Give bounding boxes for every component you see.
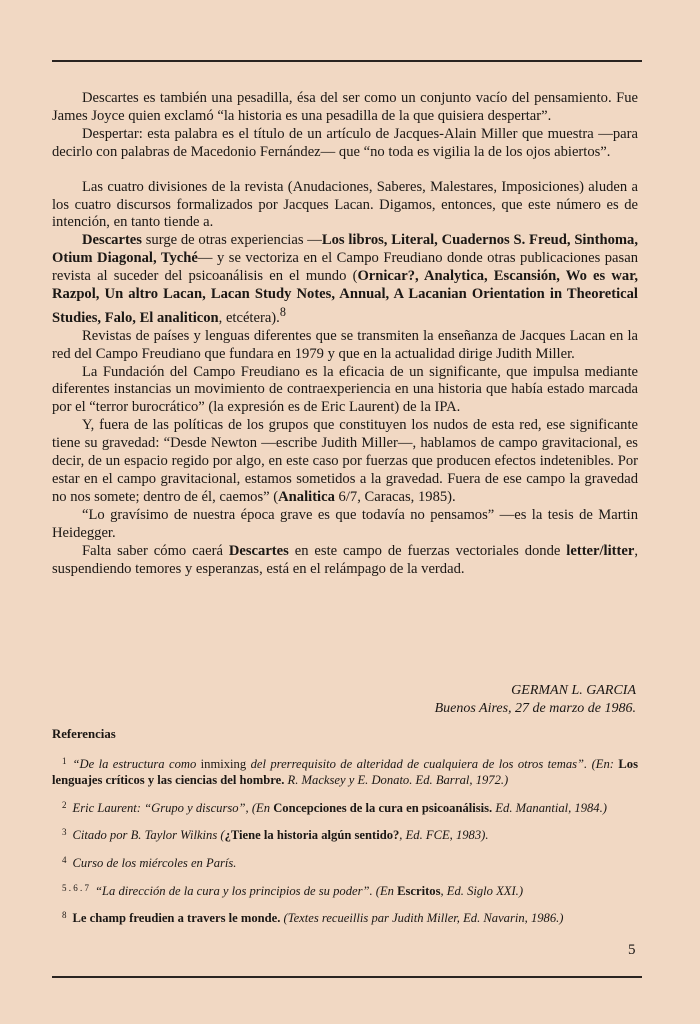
text-segment: La Fundación del Campo Freudiano es la eficacia de un significante, que impulsa mediante diferentes instancias un movimiento de contraexperiencia en una historia que había estado marcada por el “terror burocrático” (la expresión es de Eric Laurent) de la IPA. bbox=[52, 363, 638, 416]
text-segment: Falta saber cómo caerá bbox=[82, 542, 229, 559]
bottom-rule bbox=[52, 976, 642, 978]
reference-item bbox=[52, 907, 638, 927]
text-segment: Descartes bbox=[228, 542, 289, 559]
text-segment: Concepciones de la cura en psicoanálisis. bbox=[273, 800, 493, 815]
text-segment: , suspendiendo temores y esperanzas, está en el relámpago de la verdad. bbox=[52, 542, 638, 577]
paragraph bbox=[52, 507, 638, 543]
reference-number: 3 bbox=[62, 827, 67, 838]
text-segment: en este campo de fuerzas vectoriales donde bbox=[288, 542, 567, 559]
text-segment: “La dirección de la cura y los principios de su poder”. (En bbox=[95, 883, 398, 898]
text-segment: R. Macksey y E. Donato. Ed. Barral, 1972.) bbox=[284, 773, 509, 788]
text-segment: , Ed. Siglo XXI.) bbox=[440, 883, 524, 898]
footnote-marker: 8 bbox=[279, 304, 286, 319]
reference-number: 1 bbox=[62, 755, 67, 766]
author-name: GERMAN L. GARCIA bbox=[511, 683, 636, 698]
text-segment: Curso de los miércoles en París. bbox=[72, 855, 237, 870]
signature-block bbox=[336, 682, 636, 718]
paragraph bbox=[52, 364, 638, 418]
paragraph bbox=[52, 232, 638, 327]
reference-item bbox=[52, 852, 638, 872]
text-segment: Eric Laurent: “Grupo y discurso”, (En bbox=[72, 800, 274, 815]
reference-item bbox=[52, 880, 638, 900]
text-segment: del prerrequisito de alteridad de cualquiera de los otros temas”. (En: bbox=[246, 756, 619, 771]
text-segment: (Textes recueillis par Judith Miller, Ed. Navarin, 1986.) bbox=[280, 911, 564, 926]
text-segment: “Lo gravísimo de nuestra época grave es que todavía no pensamos” —es la tesis de Martin Heidegger. bbox=[52, 506, 638, 541]
text-segment: Escritos bbox=[397, 883, 441, 898]
text-segment: , Ed. FCE, 1983). bbox=[399, 828, 489, 843]
top-rule bbox=[52, 60, 642, 62]
reference-number: 5 . 6 . 7 bbox=[62, 882, 89, 893]
text-segment: Las cuatro divisiones de la revista (Anudaciones, Saberes, Malestares, Imposiciones) aluden a los cuatro discursos formalizados por Jacques Lacan. Digamos, entonces, que este número es de intención, en tanto tiende a. bbox=[52, 178, 638, 231]
paragraph bbox=[52, 543, 638, 579]
paragraph bbox=[52, 90, 638, 126]
text-segment: Descartes es también una pesadilla, ésa del ser como un conjunto vacío del pensamiento. Fue James Joyce quien exclamó “la historia es una pesadilla de la que quisiera despertar”. bbox=[52, 90, 638, 124]
reference-item bbox=[52, 797, 638, 817]
references-title: Referencias bbox=[52, 727, 116, 741]
text-segment: Ornicar?, Analytica, Escansión, Wo es war, Razpol, Un altro Lacan, Lacan Study Notes, Annual, A Lacanian Orientation in Theoretical Studies, Falo, El analiticon bbox=[52, 268, 638, 326]
article-body bbox=[52, 90, 638, 578]
references-section bbox=[52, 726, 638, 935]
text-segment: “De la estructura como bbox=[72, 756, 201, 771]
references-list bbox=[52, 753, 638, 927]
text-segment: Revistas de países y lenguas diferentes que se transmiten la enseñanza de Jacques Lacan en la red del Campo Freudiano que fundara en 1979 y que en la actualidad dirige Judith Miller. bbox=[52, 327, 638, 362]
text-segment: inmixing bbox=[200, 756, 247, 771]
paragraph bbox=[52, 179, 638, 233]
text-segment: surge de otras experiencias — bbox=[141, 232, 322, 249]
reference-item bbox=[52, 753, 638, 789]
text-segment: Despertar: esta palabra es el título de un artículo de Jacques-Alain Miller que muestra —para decirlo con palabras de Macedonio Fernández— que “no toda es vigilia la de los ojos abiertos”. bbox=[52, 125, 638, 160]
text-segment: 6/7, Caracas, 1985). bbox=[334, 488, 456, 505]
text-segment: Le champ freudien a travers le monde. bbox=[72, 911, 281, 926]
reference-number: 4 bbox=[62, 854, 67, 865]
text-segment: Y, fuera de las políticas de los grupos que constituyen los nudos de esta red, ese significante tiene su gravedad: “Desde Newton —escribe Judith Miller—, hablamos de campo gravitacional, es decir, de un espacio regido por algo, en este caso por fuerzas que producen efectos indetenibles. Por estar en el campo gravitacional, estamos sometidos a la gravedad. Fuera de ese campo la gravedad no nos somete; dentro de él, caemos” ( bbox=[52, 417, 638, 505]
paragraph bbox=[52, 328, 638, 364]
text-segment: Descartes bbox=[82, 232, 142, 249]
text-segment: — y se vectoriza en el Campo Freudiano donde otras publicaciones pasan revista al suceder del psicoanálisis en el mundo ( bbox=[52, 250, 638, 285]
text-segment: , etcétera). bbox=[218, 309, 280, 326]
reference-number: 8 bbox=[62, 910, 67, 921]
text-segment: Citado por B. Taylor Wilkins ( bbox=[72, 828, 225, 843]
text-segment: letter/litter bbox=[566, 542, 635, 559]
reference-number: 2 bbox=[62, 799, 67, 810]
paragraph bbox=[52, 126, 638, 162]
text-segment: Los libros, Literal, Cuadernos S. Freud, Sinthoma, Otium Diagonal, Tyché bbox=[52, 232, 638, 267]
place-date: Buenos Aires, 27 de marzo de 1986. bbox=[434, 701, 636, 716]
text-segment: Ed. Manantial, 1984.) bbox=[492, 800, 607, 815]
text-segment: ¿Tiene la historia algún sentido? bbox=[224, 828, 400, 843]
page-number: 5 bbox=[628, 942, 636, 958]
text-segment: Los lenguajes críticos y las ciencias del hombre. bbox=[52, 756, 638, 788]
paragraph bbox=[52, 417, 638, 507]
reference-item bbox=[52, 824, 638, 844]
text-segment: Analitica bbox=[278, 488, 335, 505]
